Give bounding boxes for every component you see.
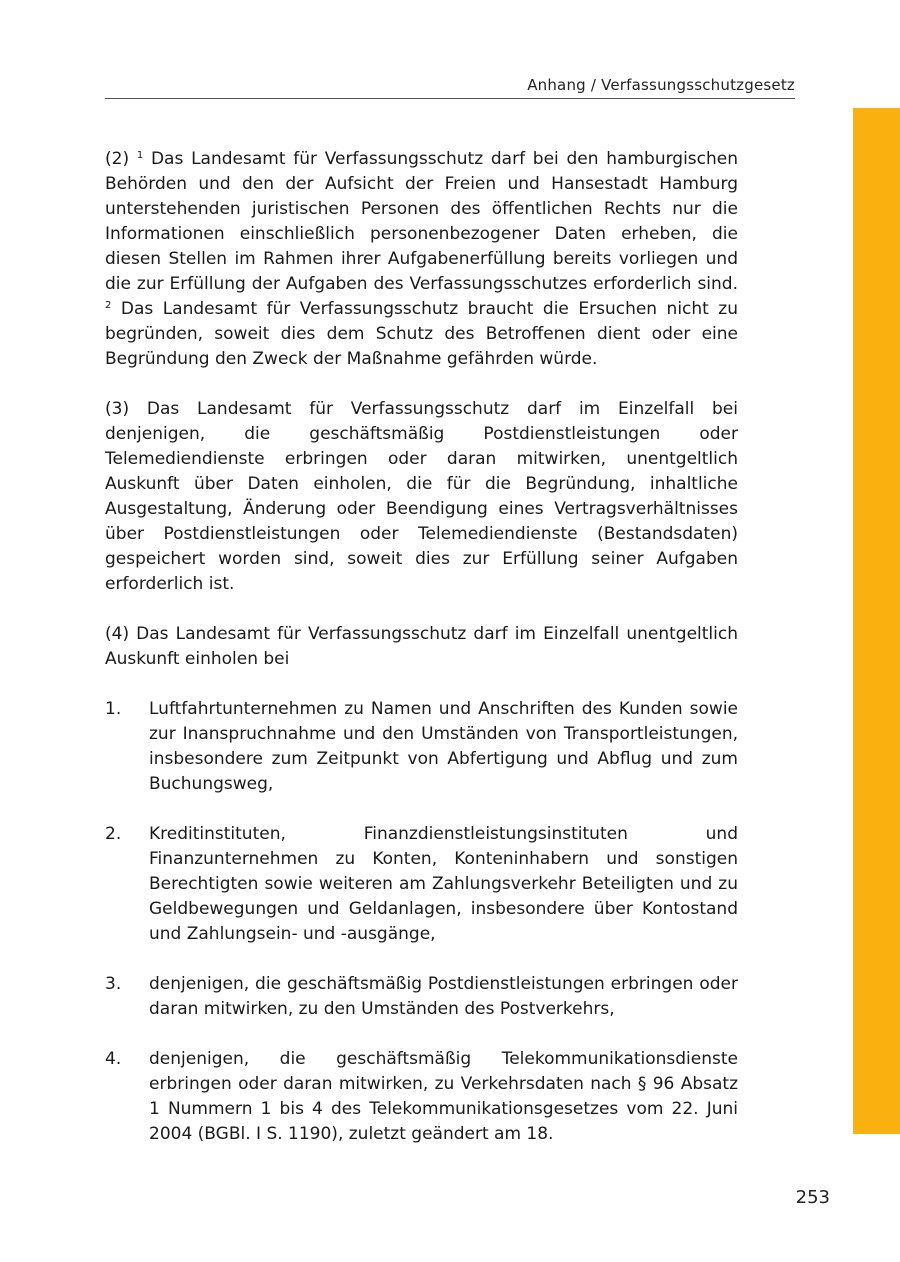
paragraph-3: (3) Das Landesamt für Verfassungsschutz darf im Einzelfall bei denjenigen, die geschäftsmäßig Postdienstleistungen oder Telemediendienste erbringen oder daran mitwirken, unentgeltlich Auskunft über Daten einholen, die für die Begründung, inhaltliche Ausgestaltung, Änderung oder Beendigung eines Vertragsverhältnisses über Postdienstleistungen oder Telemediendienste (Bestandsdaten) gespeichert worden sind, soweit dies zur Erfüllung seiner Aufgaben erforderlich ist. [105, 399, 738, 594]
list-item [105, 972, 738, 1022]
sentence-marker-2: 2 [105, 300, 112, 311]
list-item-text: denjenigen, die geschäftsmäßig Postdienstleistungen erbringen oder daran mitwirken, zu den Umständen des Postverkehrs, [149, 974, 738, 1019]
paragraph-2-sentence-2: Das Landesamt für Verfassungsschutz braucht die Ersuchen nicht zu begründen, soweit dies dem Schutz des Betroffenen dient oder eine Begründung den Zweck der Maßnahme gefährden würde. [105, 299, 739, 369]
list-item-text: denjenigen, die geschäftsmäßig Telekommunikationsdienste erbringen oder daran mitwirken, zu Verkehrsdaten nach § 96 Absatz 1 Nummern 1 bis 4 des Telekommunikationsgesetzes vom 22. Juni 2004 (BGBl. I S. 1190), zuletzt geändert am 18. [149, 1049, 738, 1144]
list-item-text: Kreditinstituten, Finanzdienstleistungsinstituten und Finanzunternehmen zu Konten, Konteninhabern und sonstigen Berechtigten sowie weiteren am Zahlungsverkehr Beteiligten und zu Geldbewegungen und Geldanlagen, insbesondere über Kontostand und Zahlungsein- und -ausgänge, [149, 824, 738, 944]
paragraph-2 [105, 147, 738, 372]
enumerated-list [105, 697, 738, 1147]
header-rule [105, 98, 795, 99]
list-item-text: Luftfahrtunternehmen zu Namen und Anschriften des Kunden sowie zur Inanspruchnahme und den Umständen von Transportleistungen, insbesondere zum Zeitpunkt von Abfertigung und Abflug und zum Buchungsweg, [149, 699, 738, 794]
paragraph-4: (4) Das Landesamt für Verfassungsschutz darf im Einzelfall unentgeltlich Auskunft einholen bei [105, 624, 738, 669]
paragraph-2-label: (2) [105, 149, 130, 169]
list-item [105, 1047, 738, 1147]
list-item-number: 3. [105, 974, 122, 994]
chapter-side-tab [853, 108, 900, 1134]
list-item-number: 1. [105, 699, 122, 719]
page-number: 253 [795, 1187, 830, 1208]
paragraph-2-sentence-1: Das Landesamt für Verfassungsschutz darf bei den hamburgischen Behörden und den der Aufsicht der Freien und Hansestadt Hamburg unterstehenden juristischen Personen des öffentlichen Rechts nur die Informationen einschließlich personenbezogener Daten erheben, die diesen Stellen im Rahmen ihrer Aufgabenerfüllung bereits vorliegen und die zur Erfüllung der Aufgaben des Verfassungsschutzes erforderlich sind. [105, 149, 739, 294]
page-body [105, 147, 738, 1172]
list-item [105, 822, 738, 947]
list-item [105, 697, 738, 797]
sentence-marker-1: 1 [136, 150, 144, 161]
list-item-number: 4. [105, 1049, 122, 1069]
running-header: Anhang / Verfassungsschutzgesetz [527, 76, 795, 94]
list-item-number: 2. [105, 824, 122, 844]
